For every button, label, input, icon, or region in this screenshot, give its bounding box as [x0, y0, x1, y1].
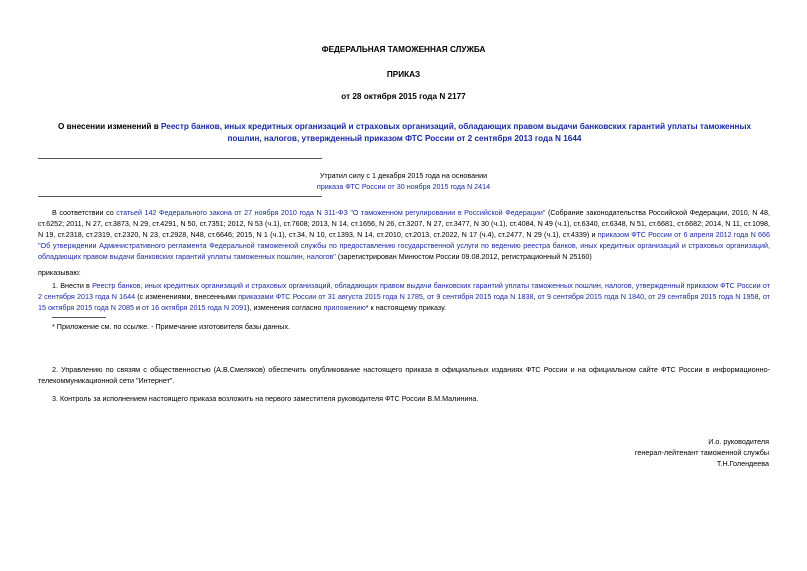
divider-top: [38, 158, 322, 159]
preamble-text-2: (Собрание законодательства Российской Федерации, 2010, N 48, ст.6252; 2011, N 27, ст.3873, N 29, ст.4291, N 50, ст.7351; 2012, N 53 (ч.1), ст.7608; 2013, N 14, ст.1656, N 26, ст.3207, N 27, ст.3477, N 30 (ч.1), ст.4084, N 49 (ч.1), ст.6340, ст.6348, N 51, ст.6681, ст.6682; 2014, N 11, ст.1098, N 19, ст.2318, ст.2319, ст.2320, N 23, ст.2928, N48, ст.6646; 2015, N 1 (ч.1), ст.34, N 10, ст.1393, N 14, ст.2010, ст.2013, ст.2022, N 17 (ч.4), ст.2477, N 29 (ч.1), ст.4339) и: [38, 208, 770, 239]
item1-text-2: (с изменениями, внесенными: [135, 292, 239, 301]
order-word: приказываю:: [38, 268, 81, 277]
item1-sep-5: и: [133, 303, 142, 312]
item1-sep-3: ,: [644, 292, 649, 301]
status-line: Утратил силу с 1 декабря 2015 года на основании: [319, 171, 488, 180]
preamble-text-3: (зарегистрирован Минюстом России 09.08.2012, регистрационный N 25160): [335, 252, 592, 261]
doc-title: [52, 121, 757, 145]
item1-sep-4: ,: [758, 292, 763, 301]
amendment-link-1785[interactable]: приказами ФТС России от 31 августа 2015 года N 1785: [238, 292, 423, 301]
item1-text-8: ), изменения согласно: [247, 303, 324, 312]
signature-rank: генерал-лейтенант таможенной службы: [634, 448, 769, 457]
agency-name: ФЕДЕРАЛЬНАЯ ТАМОЖЕННАЯ СЛУЖБА: [321, 45, 486, 54]
amendment-link-2091[interactable]: от 16 октября 2015 года N 2091: [142, 303, 248, 312]
footnote: * Приложение см. по ссылке. - Примечание изготовителя базы данных.: [52, 322, 291, 331]
signature-name: Т.Н.Голендеева: [716, 459, 769, 468]
doc-type: ПРИКАЗ: [386, 70, 421, 79]
amendment-link-1958[interactable]: от 29 сентября 2015 года N 1958: [648, 292, 759, 301]
preamble-paragraph: [38, 207, 770, 262]
divider-status: [38, 196, 322, 197]
preamble-text-1: В соответствии со: [52, 208, 117, 217]
signature-title: И.о. руководителя: [708, 437, 769, 446]
title-registry-link[interactable]: Реестр банков, иных кредитных организаций и страховых организаций, обладающих правом выдачи банковских гарантий уплаты таможенных пошлин, налогов, утвержденный приказом ФТС России от 2 сентября 2013 года N 1644: [161, 122, 752, 143]
item1-text-9: * к настоящему приказу.: [365, 303, 447, 312]
amendment-link-2085[interactable]: от 15 октября 2015 года N 2085: [38, 292, 770, 312]
item-2-paragraph: 2. Управлению по связям с общественностью (А.В.Смеляков) обеспечить опубликование настоящего приказа в официальных изданиях ФТС России и на официальном сайте ФТС России в информационно-телекоммуникационной сети "Интернет".: [38, 365, 770, 385]
regulation-link[interactable]: приказом ФТС России от 6 апреля 2012 года N 666 "Об утверждении Административного регламента Федеральной таможенной службы по предоставлению государственной услуги по ведению реестра банков, иных кредитных организаций и страховых организаций, обладающих правом выдачи банковских гарантий уплаты таможенных пошлин, налогов": [38, 230, 771, 261]
item-3-paragraph: 3. Контроль за исполнением настоящего приказа возложить на первого заместителя руководителя ФТС России В.М.Малинина.: [52, 394, 479, 403]
amendment-link-1838[interactable]: от 9 сентября 2015 года N 1838: [427, 292, 534, 301]
item1-text-1: 1. Внести в: [52, 281, 93, 290]
item-1-paragraph: [38, 280, 770, 313]
item1-sep-2: ,: [533, 292, 538, 301]
status-note: [0, 170, 807, 192]
footnote-divider: [52, 317, 106, 318]
status-link[interactable]: приказа ФТС России от 30 ноября 2015 года N 2414: [316, 182, 491, 191]
appendix-link[interactable]: приложению: [323, 303, 366, 312]
amendment-link-1840[interactable]: от 9 сентября 2015 года N 1840: [537, 292, 645, 301]
title-prefix: О внесении изменений в: [57, 122, 162, 131]
item1-registry-link[interactable]: Реестр банков, иных кредитных организаций и страховых организаций, обладающих правом выдачи банковских гарантий уплаты таможенных пошлин, налогов, утвержденный приказом ФТС России от 2 сентября 2013 года N 1644: [38, 281, 770, 301]
item1-sep-1: ,: [422, 292, 428, 301]
law-link[interactable]: статьей 142 Федерального закона от 27 ноября 2010 года N 311-ФЗ "О таможенном регулировании в Российской Федерации": [116, 208, 546, 217]
doc-date: от 28 октября 2015 года N 2177: [341, 92, 466, 101]
